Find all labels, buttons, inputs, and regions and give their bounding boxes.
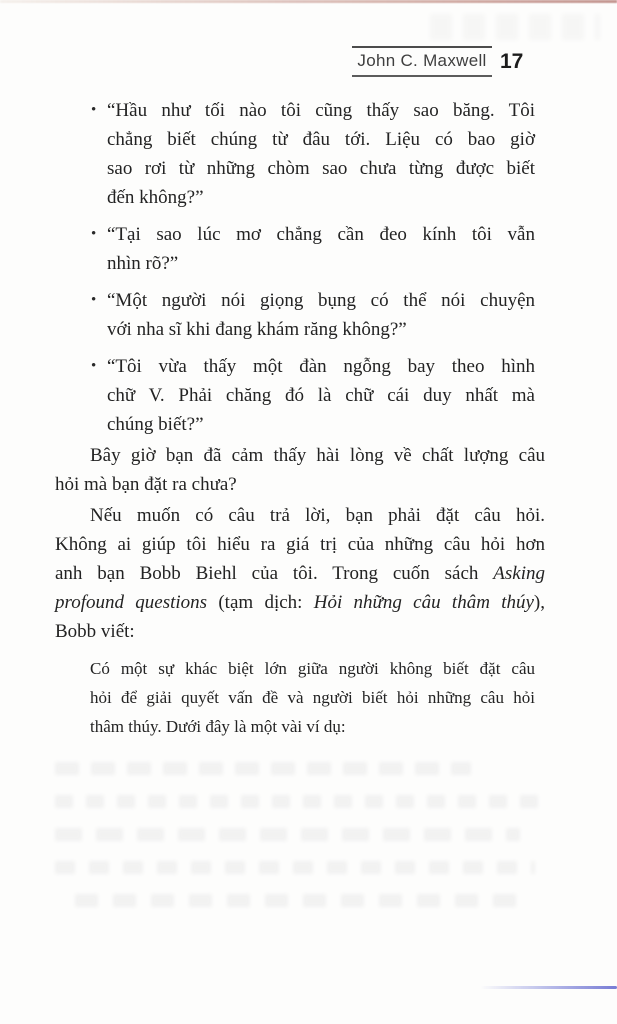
book-title-italic: Hỏi những câu thâm thúy (313, 592, 534, 613)
text-line (55, 559, 545, 588)
text-line: Bobb viết: (55, 621, 135, 642)
text-line: chúng biết?” (107, 414, 204, 435)
text-line: “Một người nói giọng bụng có thể nói chuyện (107, 290, 535, 311)
ghost-text-row (55, 762, 471, 775)
running-header-title: John C. Maxwell (352, 46, 492, 77)
text-line: sao rơi từ những chòm sao chưa từng được biết (107, 158, 535, 179)
book-title-italic: Asking (493, 563, 545, 584)
bullet-icon: • (91, 292, 97, 308)
text-line: với nha sĩ khi đang khám răng không?” (107, 319, 407, 340)
text-line: “Tôi vừa thấy một đàn ngỗng bay theo hình (107, 356, 535, 377)
text-line: nhìn rõ?” (107, 253, 179, 274)
bullet-item (55, 352, 535, 439)
text-segment: (tạm dịch: (207, 592, 314, 613)
text-line: “Tại sao lúc mơ chẳng cần đeo kính tôi vẫn (107, 224, 535, 245)
text-line (55, 588, 545, 617)
page-number: 17 (500, 50, 524, 73)
bullet-item (55, 286, 535, 344)
bullet-item (55, 220, 535, 278)
scan-bottom-streak-artifact (480, 986, 617, 989)
paragraph (55, 501, 545, 646)
bullet-item (55, 96, 535, 212)
text-line: hỏi mà bạn đặt ra chưa? (55, 474, 237, 495)
ghost-text-row (75, 894, 521, 907)
page-bleedthrough-ghost (55, 762, 550, 927)
bullet-icon: • (91, 226, 97, 242)
scan-top-edge-artifact (0, 0, 617, 3)
block-quote (90, 654, 535, 741)
text-line: Nếu muốn có câu trả lời, bạn phải đặt câu hỏi. (90, 505, 545, 526)
ghost-text-row (55, 795, 540, 808)
text-segment: ), (533, 592, 545, 613)
ghost-text-row (55, 828, 520, 841)
paragraph (55, 441, 545, 499)
book-title-italic: profound questions (55, 592, 208, 613)
text-line: Bây giờ bạn đã cảm thấy hài lòng về chất lượng câu (90, 445, 545, 466)
text-line: chữ V. Phải chăng đó là chữ cái duy nhất mà (107, 385, 535, 406)
header-bleedthrough-ghost (430, 14, 600, 40)
text-line: Không ai giúp tôi hiểu ra giá trị của những câu hỏi hơn (55, 534, 545, 555)
text-line: “Hầu như tối nào tôi cũng thấy sao băng. Tôi (107, 100, 535, 121)
page-content (55, 96, 545, 741)
bullet-icon: • (91, 358, 97, 374)
ghost-text-row (55, 861, 535, 874)
text-line: đến không?” (107, 187, 204, 208)
text-segment: anh bạn Bobb Biehl của tôi. Trong cuốn sách (55, 563, 494, 584)
text-line: hỏi để giải quyết vấn đề và người biết hỏi những câu hỏi (90, 688, 535, 707)
text-line: thâm thúy. Dưới đây là một vài ví dụ: (90, 717, 346, 736)
text-line: Có một sự khác biệt lớn giữa người không biết đặt câu (90, 659, 535, 678)
bullet-icon: • (91, 102, 97, 118)
text-line: chẳng biết chúng từ đâu tới. Liệu có bao giờ (107, 129, 535, 150)
